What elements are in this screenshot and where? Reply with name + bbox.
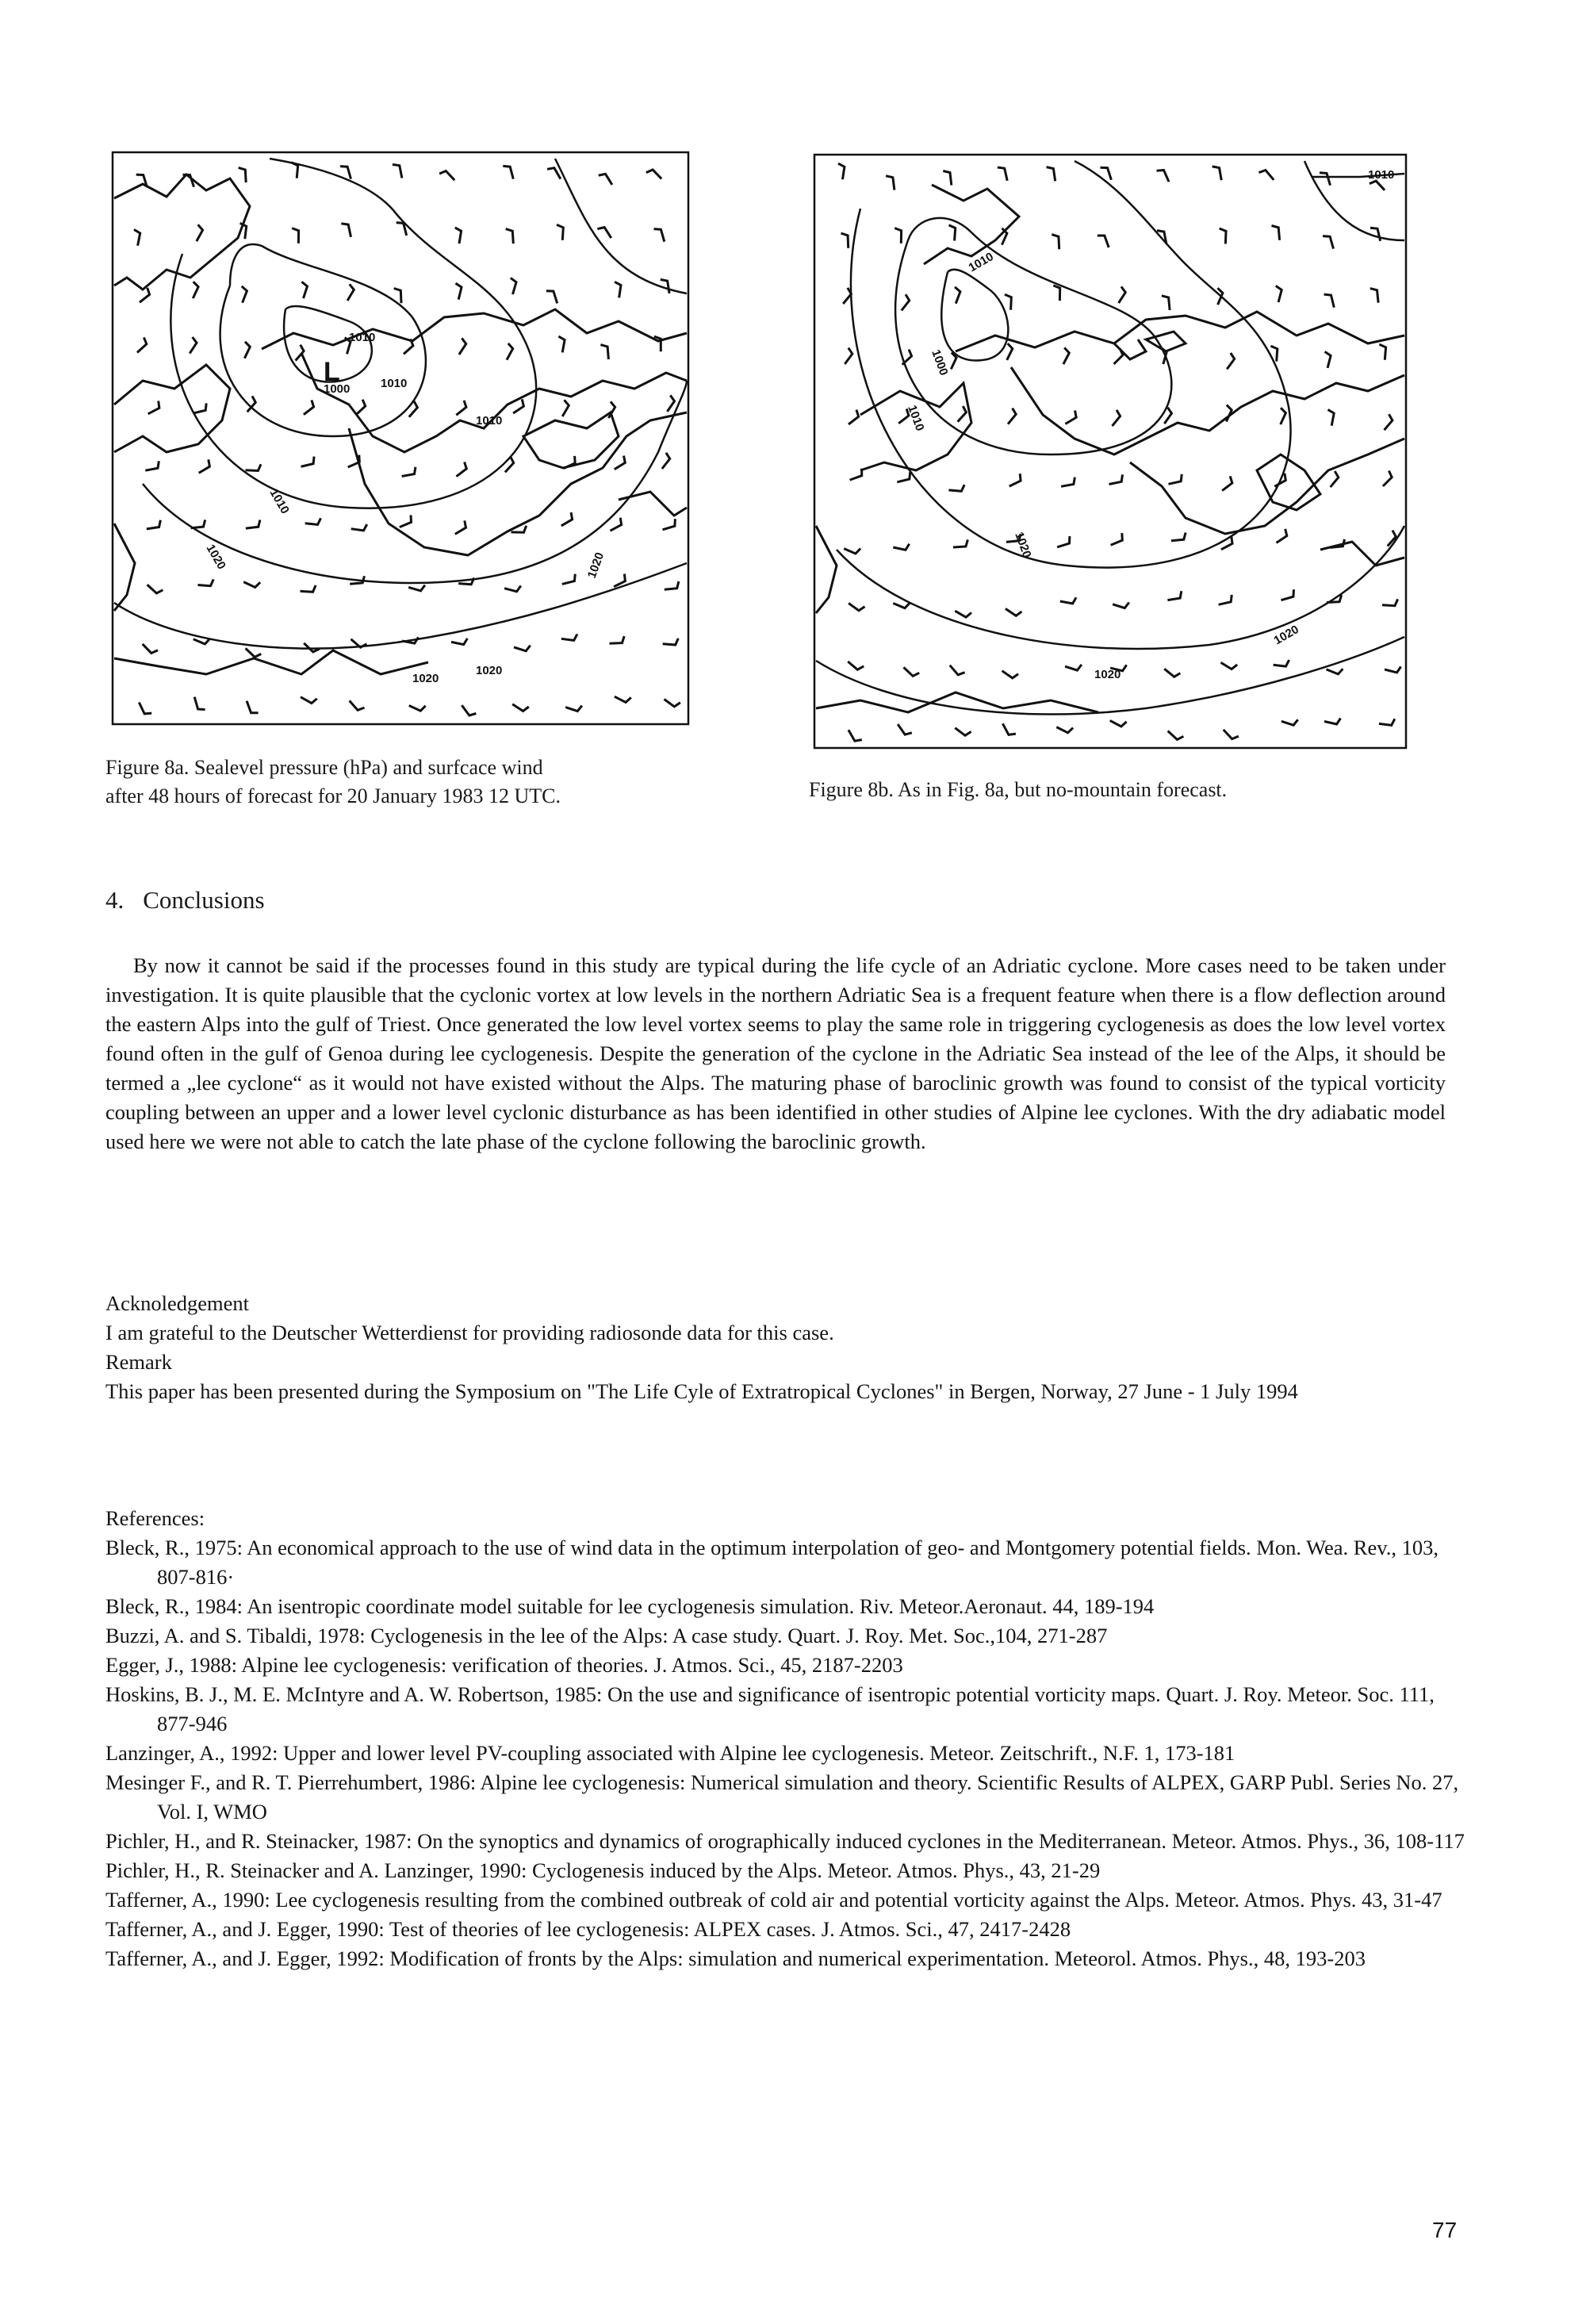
wind-barb [351, 524, 367, 531]
wind-barb [1052, 235, 1059, 250]
isobar-label: 1020 [1271, 623, 1301, 648]
wind-barb [665, 700, 680, 707]
wind-barb [347, 284, 354, 301]
wind-barb [304, 643, 320, 652]
wind-barb [1281, 589, 1294, 600]
wind-barb [600, 345, 608, 359]
reference-item: Buzzi, A. and S. Tibaldi, 1978: Cyclogenesis in the lee of the Alps: A case study. Quart. J. Roy. Met. Soc.,104, 271-287 [105, 1624, 1108, 1647]
wind-barb [148, 401, 159, 413]
isobar-label: 1000 [929, 347, 951, 378]
reference-item: Pichler, H., and R. Steinacker, 1987: On the synoptics and dynamics of orographically induced cyclones in the Mediterranean. Meteor. Atmos. Phys., 36, 108-117 [105, 1829, 1465, 1853]
isobar-label: 1020 [1012, 530, 1034, 560]
wind-barb [849, 410, 859, 424]
wind-barb [1281, 408, 1286, 424]
wind-barb [143, 644, 158, 654]
wind-barb [1007, 343, 1013, 360]
wind-barb [301, 697, 317, 704]
wind-barb [1221, 662, 1238, 669]
isobar-label: 1010 [966, 250, 996, 275]
wind-barb [615, 456, 626, 470]
wind-barb [1006, 608, 1022, 616]
wind-barb [1383, 471, 1392, 487]
wind-barb [949, 225, 956, 241]
wind-barb [301, 457, 315, 467]
wind-barbs [134, 163, 680, 715]
wind-barb [893, 603, 910, 608]
wind-barb [239, 167, 247, 182]
wind-barb [948, 485, 964, 491]
wind-barb [654, 229, 665, 242]
wind-barb [292, 228, 298, 244]
wind-barb [1226, 405, 1232, 422]
wind-barb [1331, 471, 1339, 487]
wind-barb [955, 728, 971, 736]
reference-item: Tafferner, A., 1990: Lee cyclogenesis resulting from the combined outbreak of cold air and potential vorticity against the Alps. Meteor. Atmos. Phys. 43, 31-47 [105, 1888, 1442, 1912]
wind-barb [546, 291, 557, 304]
isobars [114, 159, 687, 649]
wind-barb [953, 539, 968, 547]
wind-barb [547, 168, 561, 179]
wind-barb [1056, 727, 1073, 733]
wind-barb [1276, 286, 1281, 302]
wind-barb [615, 282, 621, 297]
wind-barb [955, 287, 960, 304]
wind-barb [457, 462, 467, 476]
wind-barb [350, 700, 365, 710]
isobar-label: 1020 [1094, 668, 1121, 681]
isobar-label: 1020 [584, 550, 607, 581]
wind-barb [1119, 286, 1126, 303]
wind-barb [1281, 719, 1298, 725]
wind-barb [898, 408, 909, 423]
wind-barb [1379, 344, 1385, 360]
wind-barb [1168, 731, 1184, 740]
wind-barb [1063, 347, 1069, 364]
reference-item: Tafferner, A., and J. Egger, 1992: Modification of fronts by the Alps: simulation and numerical experimentation. Meteorol. Atmos. Phys., 48, 193-203 [105, 1946, 1366, 1970]
wind-barb [849, 604, 864, 611]
wind-barb [504, 586, 521, 592]
wind-barb [244, 342, 250, 359]
wind-barb [301, 585, 316, 592]
caption-line: Figure 8a. Sealevel pressure (hPa) and surfcace wind [105, 756, 543, 779]
wind-barb [191, 520, 205, 527]
wind-barb [1098, 236, 1109, 247]
wind-barb [886, 176, 895, 190]
wind-barb [1113, 410, 1121, 426]
wind-barb [198, 579, 214, 585]
wind-barb [190, 337, 197, 354]
acknowledgement-block [105, 1289, 1454, 1406]
figure-8a [111, 151, 690, 726]
wind-barb [402, 467, 416, 477]
wind-barb [1008, 408, 1016, 424]
wind-barb [1009, 474, 1021, 486]
reference-item: Egger, J., 1988: Alpine lee cyclogenesis: verification of theories. J. Atmos. Sci., 45, 2187-2203 [105, 1653, 903, 1677]
wind-barb [1370, 181, 1385, 190]
isobar-label: 1010 [476, 414, 503, 428]
section-number: 4. [105, 886, 125, 914]
wind-barb [246, 464, 262, 470]
wind-barb [514, 646, 531, 651]
wind-barb [1065, 665, 1082, 670]
reference-item: Bleck, R., 1984: An isentropic coordinate model suitable for lee cyclogenesis simulation. Riv. Meteor.Aeronaut. 44, 189-194 [105, 1594, 1155, 1618]
wind-barb [139, 703, 151, 714]
section-heading [105, 886, 265, 915]
wind-barb [455, 520, 466, 534]
wind-barb [562, 574, 576, 585]
acknowledgement-text: I am grateful to the Deutscher Wetterdienst for providing radiosonde data for this case. [105, 1321, 834, 1344]
wind-barb [611, 518, 622, 531]
wind-barb [1219, 595, 1232, 604]
wind-barb [507, 343, 513, 360]
wind-barb [1060, 597, 1076, 604]
wind-barb [393, 164, 402, 178]
isobar-label: 1020 [203, 542, 228, 572]
wind-barb [193, 282, 198, 298]
references [105, 1504, 1465, 1973]
wind-barb [950, 665, 965, 675]
isobar-label: 1010 [905, 403, 927, 433]
figure-8a-caption [105, 754, 561, 811]
wind-barb [1162, 296, 1170, 310]
wind-barb [1005, 294, 1011, 310]
wind-barb [292, 163, 298, 178]
section-title: Conclusions [143, 886, 265, 914]
remark-heading: Remark [105, 1350, 172, 1374]
wind-barb [943, 171, 952, 186]
wind-barb [305, 518, 321, 524]
wind-barb [565, 706, 582, 711]
wind-barb [439, 171, 454, 181]
wind-barb [455, 228, 462, 244]
wind-barb [246, 520, 260, 529]
wind-barb [351, 639, 367, 648]
wind-barb [356, 400, 366, 415]
wind-barb [1385, 414, 1393, 430]
reference-item: Bleck, R., 1975: An economical approach to the use of wind data in the optimum interpolation of geo- and Montgomery potential fields. Mon. Wea. Rev., 103, 807-816· [105, 1536, 1439, 1589]
wind-barb [849, 730, 862, 741]
wind-barb [511, 278, 516, 294]
isobar-label: 1010 [349, 331, 376, 344]
reference-item: Tafferner, A., and J. Egger, 1990: Test of theories of lee cyclogenesis: ALPEX cases. J. Atmos. Sci., 47, 2417-2428 [105, 1917, 1071, 1941]
wind-barb [456, 283, 462, 300]
wind-barb [145, 461, 159, 470]
wind-barb [199, 459, 210, 473]
wind-barb [246, 648, 262, 657]
wind-barb [848, 662, 864, 669]
wind-barb [1053, 286, 1059, 301]
wind-barb [137, 337, 147, 352]
wind-barb [841, 233, 849, 248]
wind-barb [1327, 669, 1343, 674]
figure-8b-caption [809, 776, 1227, 804]
wind-barb [850, 469, 862, 480]
wind-barb [1220, 228, 1226, 244]
wind-barb [1111, 533, 1123, 545]
wind-barb [1259, 171, 1274, 180]
wind-barb [193, 639, 210, 644]
wind-barb [998, 167, 1007, 181]
conclusions-paragraph: By now it cannot be said if the processes found in this study are typical during the life cycle of an Adriatic cyclone. More cases need to be taken under investigation. It is quite plausible that the cyclonic vortex at low levels in the northern Adriatic Sea is a frequent feature when there is a flow deflection around the eastern Alps into the gulf of Triest. Once generated the low level vortex seems to play the same role in triggering cyclogenesis as does the low level vortex found often in the gulf of Genoa during lee cyclogenesis. Despite the generation of the cyclone in the Adriatic Sea instead of the lee of the Alps, it should be termed a „lee cyclone“ as it would not have existed without the Alps. The maturing phase of baroclinic growth was found to consist of the typical vorticity coupling between an upper and a lower level cyclonic disturbance as has been identified in other studies of Alpine lee cyclones. With the dry adiabatic model used here we were not able to catch the late phase of the cyclone following the baroclinic growth. [105, 953, 1446, 1153]
wind-barb [615, 696, 631, 702]
wind-barb [512, 704, 529, 711]
wind-barb [1385, 667, 1401, 673]
wind-barb [904, 667, 920, 676]
wind-barb [1171, 533, 1186, 541]
wind-barb [1328, 409, 1335, 425]
wind-barb [665, 581, 679, 589]
wind-barb [562, 400, 569, 416]
wind-barb [1331, 539, 1345, 548]
wind-barb [1169, 474, 1182, 485]
wind-barb [663, 519, 676, 530]
wind-barb [1002, 671, 1019, 678]
wind-barb [838, 163, 845, 179]
wind-barb [1217, 288, 1223, 305]
wind-barb [1113, 603, 1129, 608]
wind-barb [895, 228, 901, 244]
wind-barb [197, 224, 203, 241]
wind-barb [958, 406, 967, 422]
wind-barb [844, 549, 860, 554]
isobar-label: 1010 [1368, 168, 1395, 182]
caption-line: Figure 8b. As in Fig. 8a, but no-mountain forecast. [809, 778, 1228, 801]
wind-barb [147, 520, 161, 529]
wind-barb [1272, 226, 1280, 240]
wind-barb [1370, 289, 1378, 303]
wind-barb [1324, 719, 1341, 725]
wind-barb [1061, 477, 1075, 487]
low-pressure-marker: L [324, 357, 340, 387]
reference-item: Lanzinger, A., 1992: Upper and lower level PV-coupling associated with Alpine lee cyclogenesis. Meteor. Zeitschrift., N.F. 1, 173-181 [105, 1741, 1235, 1765]
wind-barb [902, 294, 910, 310]
wind-barb [301, 282, 307, 298]
wind-barb [242, 286, 247, 303]
page-number: 77 [1432, 2218, 1458, 2242]
wind-barb [404, 339, 413, 354]
isobar-label: 1010 [266, 486, 292, 516]
wind-barb [1057, 536, 1070, 547]
wind-barb [194, 697, 205, 710]
wind-barb [451, 639, 467, 645]
wind-barb [843, 288, 851, 304]
wind-barb [1227, 353, 1235, 369]
wind-barb [462, 705, 476, 715]
reference-item: Mesinger F., and R. T. Pierrehumbert, 1986: Alpine lee cyclogenesis: Numerical simulation and theory. Scientific Results of ALPEX, GARP Publ. Series No. 27, Vol. I, WMO [105, 1770, 1459, 1824]
wind-barb [610, 636, 625, 643]
wind-barb [1114, 349, 1123, 365]
wind-barb [1324, 294, 1335, 308]
wind-barb [1325, 351, 1331, 368]
isobars [816, 161, 1404, 715]
figure-8b-map [813, 153, 1408, 750]
wind-barb [1212, 167, 1222, 180]
wind-barb [1110, 720, 1127, 727]
figure-8a-map [111, 151, 690, 726]
wind-barb [134, 229, 140, 245]
wind-barb [409, 706, 426, 711]
wind-barb [845, 348, 852, 364]
remark-text: This paper has been presented during the Symposium on "The Life Cyle of Extratropical Cyclones" in Bergen, Norway, 27 June - 1 July 1994 [105, 1379, 1298, 1403]
isobar-label: 1000 [324, 382, 351, 396]
wind-barb [341, 224, 351, 237]
acknowledgement-heading: Acknoledgement [105, 1291, 250, 1315]
wind-barb [1323, 236, 1333, 249]
figure-8b [813, 153, 1408, 750]
wind-barb [1320, 173, 1331, 186]
wind-barb [955, 611, 971, 617]
wind-barb [667, 395, 674, 412]
wind-barb [1382, 599, 1398, 605]
isobar-label: 1020 [412, 672, 439, 685]
references-heading: References: [105, 1506, 205, 1530]
wind-barb [561, 512, 573, 526]
wind-barb [663, 639, 679, 645]
wind-barb [1157, 171, 1170, 182]
wind-barb [459, 338, 466, 355]
wind-barb [557, 224, 563, 240]
wind-barb [1379, 719, 1395, 725]
wind-barb [1002, 723, 1016, 734]
reference-item: Pichler, H., R. Steinacker and A. Lanzinger, 1990: Cyclogenesis induced by the Alps. Meteor. Atmos. Phys., 43, 21-29 [105, 1858, 1101, 1882]
wind-barb [662, 453, 670, 469]
wind-barb [1274, 660, 1289, 666]
wind-barb [1388, 531, 1396, 546]
wind-barb [558, 336, 565, 352]
wind-barb [646, 170, 661, 179]
caption-line: after 48 hours of forecast for 20 January 1983 12 UTC. [105, 784, 561, 807]
wind-barb [893, 544, 909, 550]
wind-barb [1167, 591, 1181, 600]
wind-barb [599, 174, 612, 185]
wind-barb [193, 403, 207, 413]
wind-barb [243, 582, 260, 588]
wind-barb [1047, 167, 1055, 182]
wind-barb [898, 724, 912, 734]
wind-barb [304, 400, 314, 414]
wind-barb [597, 228, 611, 239]
wind-barb [247, 701, 259, 713]
wind-barb [902, 350, 912, 365]
wind-barb [614, 574, 625, 587]
isobar-label: 1020 [476, 664, 503, 677]
wind-barb [897, 472, 910, 482]
wind-barb [561, 635, 577, 641]
wind-barb [503, 166, 513, 178]
wind-barb [1065, 411, 1076, 424]
reference-item: Hoskins, B. J., M. E. McIntyre and A. W. Robertson, 1985: On the use and significance of isentropic potential vorticity maps. Quart. J. Roy. Meteor. Soc. 111, 877-946 [105, 1682, 1435, 1735]
wind-barb [408, 585, 425, 591]
wind-barb [400, 515, 412, 527]
wind-barb [1222, 476, 1232, 490]
wind-barb [1277, 529, 1287, 543]
wind-barb [1164, 669, 1180, 677]
wind-barb [456, 401, 466, 415]
wind-barb [140, 288, 150, 302]
wind-barb [1109, 474, 1123, 484]
wind-barb [506, 229, 514, 244]
isobar-label: 1010 [381, 377, 408, 390]
wind-barb [147, 585, 163, 593]
wind-barb [1224, 730, 1239, 739]
map-frame [814, 155, 1406, 748]
